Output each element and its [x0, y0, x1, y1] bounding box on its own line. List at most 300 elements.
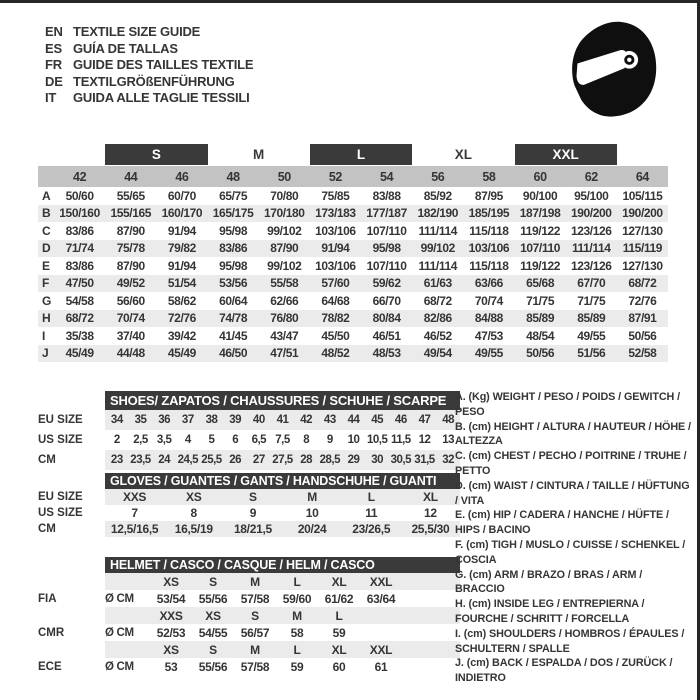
helmet-size-strip	[105, 607, 460, 624]
value-cell: 4	[184, 434, 191, 446]
gloves-rows	[38, 489, 460, 537]
size-value: 170/180	[263, 206, 305, 221]
size-value: 39/42	[167, 328, 196, 343]
value-cell: 43	[318, 410, 342, 430]
language-row	[45, 74, 253, 91]
size-value: 57/60	[321, 276, 350, 291]
size-value: 49/55	[474, 346, 503, 361]
value-cell: 9	[249, 506, 257, 520]
size-value: 190/200	[622, 206, 663, 221]
helmet-size-label: XS	[163, 574, 179, 589]
standard-label: CMR	[38, 626, 65, 639]
row-letter: E	[42, 258, 51, 273]
size-value: 62/66	[270, 293, 299, 308]
helmet-row-spacer	[38, 607, 105, 624]
helmet-size-label: XS	[205, 608, 221, 623]
language-code: IT	[45, 90, 57, 105]
size-value: 76/80	[270, 311, 299, 326]
size-column-header: 58	[482, 169, 496, 184]
value-cell: 27	[247, 450, 271, 470]
value-cell: S	[223, 489, 282, 505]
value-cell: 35	[129, 410, 153, 430]
size-value: 56/60	[116, 293, 145, 308]
helmet-value-strip	[105, 658, 460, 675]
row-letter: J	[42, 346, 49, 361]
size-value: 115/118	[469, 223, 509, 238]
helmet-value: 54/55	[198, 625, 228, 640]
row-letter: G	[42, 293, 52, 308]
row-label: US SIZE	[38, 507, 83, 519]
helmet-value: 61	[374, 659, 388, 674]
value-cell: 8	[303, 434, 310, 446]
helmet-value: 52/53	[156, 625, 186, 640]
size-value: 49/52	[116, 276, 145, 291]
size-value: 160/170	[161, 206, 203, 221]
diameter-unit: Ø CM	[105, 660, 134, 673]
helmet-size-row	[38, 607, 460, 624]
size-value: 70/74	[116, 311, 145, 326]
size-value: 67/70	[577, 276, 606, 291]
size-value: 190/200	[570, 206, 612, 221]
size-value: 74/78	[219, 311, 248, 326]
row-label: EU SIZE	[38, 491, 83, 503]
value-cell: 29	[342, 450, 366, 470]
language-code: DE	[45, 73, 63, 89]
size-value: 99/102	[267, 258, 302, 273]
gloves-row	[38, 489, 460, 505]
size-column-header: 56	[431, 169, 445, 184]
size-value: 95/98	[219, 223, 248, 238]
size-column-header: 64	[635, 169, 649, 184]
helmet-size-strip	[105, 641, 460, 658]
value-cell: 8	[190, 506, 197, 520]
size-value: 87/91	[628, 311, 657, 326]
value-cell: 5	[208, 434, 215, 446]
helmet-section	[38, 557, 460, 675]
helmet-value-strip	[105, 624, 460, 641]
legend-item: H. (cm) INSIDE LEG / ENTREPIERNA / FOURCHE / SCHRITT / FORCELLA	[455, 598, 645, 625]
row-letter: A	[42, 188, 51, 203]
shoes-rows	[38, 410, 460, 470]
textile-row-j	[38, 345, 668, 363]
size-value: 51/54	[167, 276, 196, 291]
helmet-value: 59/60	[282, 591, 312, 606]
size-value: 185/195	[468, 206, 510, 221]
size-value: 64/68	[321, 293, 350, 308]
helmet-size-label: L	[293, 574, 301, 589]
value-cell: 37	[176, 410, 200, 430]
helmet-value-strip	[105, 590, 460, 607]
legend-item: G. (cm) ARM / BRAZO / BRAS / ARM / BRACCIO	[455, 568, 643, 596]
size-value: 71/75	[577, 293, 606, 308]
size-value: 127/130	[622, 258, 663, 273]
helmet-row-spacer	[38, 641, 105, 658]
value-cell: 31,5	[413, 450, 437, 470]
size-value: 107/110	[520, 241, 561, 256]
size-value: 54/58	[65, 293, 94, 308]
size-value: 45/49	[167, 346, 196, 361]
size-value: 68/72	[423, 293, 452, 308]
size-value: 83/88	[372, 188, 401, 203]
size-value: 70/80	[270, 188, 299, 203]
helmet-row-spacer	[38, 573, 105, 590]
diameter-unit: Ø CM	[105, 592, 134, 605]
helmet-size-label: S	[251, 608, 259, 623]
size-value: 66/70	[372, 293, 401, 308]
size-value: 79/82	[167, 241, 196, 256]
size-value: 47/53	[474, 328, 503, 343]
gloves-section-header: GLOVES / GUANTES / GANTS / HANDSCHUHE / GUANTI	[105, 473, 460, 489]
value-cell: 30	[365, 450, 389, 470]
size-value: 111/114	[418, 223, 458, 238]
size-value: 150/160	[59, 206, 100, 221]
legend-list	[455, 390, 693, 686]
size-value: 85/92	[423, 188, 452, 203]
value-cell: 10	[347, 434, 360, 446]
size-value: 105/115	[622, 188, 663, 203]
language-row	[45, 24, 253, 41]
value-cell: 6,5	[251, 434, 267, 446]
value-cell: 16,5/19	[164, 521, 223, 537]
size-value: 85/89	[526, 311, 555, 326]
size-value: 72/76	[628, 293, 657, 308]
shoes-row	[38, 410, 460, 430]
size-value: 48/52	[321, 346, 350, 361]
legend-item: J. (cm) BACK / ESPALDA / DOS / ZURÜCK / INDIETRO	[455, 657, 673, 685]
value-cell: 45	[365, 410, 389, 430]
size-value: 51/56	[577, 346, 606, 361]
size-group-xxl: XXL	[515, 144, 617, 165]
size-value: 49/54	[423, 346, 452, 361]
textile-number-row	[38, 166, 668, 187]
language-row	[45, 57, 253, 74]
helmet-value: 59	[332, 625, 346, 640]
size-value: 68/72	[628, 276, 657, 291]
value-cell: 28	[294, 450, 318, 470]
legend-item: E. (cm) HIP / CADERA / HANCHE / HÜFTE / HIPS / BACINO	[455, 509, 669, 537]
value-cell: 6	[232, 434, 239, 446]
size-value: 80/84	[372, 311, 401, 326]
gloves-row	[38, 505, 460, 521]
textile-group-row	[38, 144, 668, 165]
value-cell: 28,5	[318, 450, 342, 470]
size-value: 43/47	[270, 328, 299, 343]
value-cell: 32	[436, 450, 460, 470]
row-label: US SIZE	[38, 434, 83, 446]
size-value: 45/50	[321, 328, 350, 343]
size-value: 187/198	[519, 206, 561, 221]
size-column-header: 44	[124, 169, 138, 184]
size-value: 46/50	[219, 346, 248, 361]
value-cell: 30,5	[389, 450, 413, 470]
size-value: 87/95	[474, 188, 503, 203]
legend-item: I. (cm) SHOULDERS / HOMBROS / ÉPAULES / SCHULTERN / SPALLE	[455, 627, 685, 655]
value-cell: 7,5	[275, 434, 290, 446]
textile-row-h	[38, 310, 668, 328]
value-cell: 26	[223, 450, 247, 470]
shoes-row	[38, 450, 460, 470]
size-value: 87/90	[116, 223, 145, 238]
size-value: 37/40	[116, 328, 145, 343]
helmet-value: 57/58	[240, 591, 270, 606]
value-cell: XXS	[105, 489, 164, 505]
shoes-section-header: SHOES/ ZAPATOS / CHAUSSURES / SCHUHE / SCARPE	[105, 391, 460, 410]
helmet-size-label: XL	[331, 642, 347, 657]
number-row-spacer	[38, 166, 54, 187]
size-value: 83/86	[65, 223, 94, 238]
value-cell: 12,5/16,5	[105, 521, 164, 537]
helmet-size-label: M	[250, 642, 260, 657]
size-value: 111/114	[418, 258, 458, 273]
size-value: 90/100	[522, 188, 558, 203]
size-value: 78/82	[321, 311, 350, 326]
size-value: 47/50	[65, 276, 94, 291]
helmet-value-row	[38, 624, 460, 641]
size-value: 50/60	[65, 188, 94, 203]
size-value: 127/130	[622, 223, 663, 238]
row-letter: I	[42, 328, 46, 343]
textile-row-b	[38, 205, 668, 223]
size-value: 52/58	[628, 346, 657, 361]
size-value: 50/56	[526, 346, 555, 361]
language-label: GUIDA ALLE TAGLIE TESSILI	[73, 90, 250, 105]
size-value: 91/94	[167, 223, 196, 238]
size-value: 71/74	[65, 241, 94, 256]
textile-row-d	[38, 240, 668, 258]
helmet-size-label: M	[292, 608, 302, 623]
size-value: 46/52	[423, 328, 452, 343]
value-cell: 27,5	[271, 450, 295, 470]
size-value: 103/106	[468, 241, 510, 256]
size-value: 45/49	[65, 346, 94, 361]
helmet-size-label: L	[335, 608, 343, 623]
gloves-section	[38, 473, 460, 537]
helmet-value: 56/57	[240, 625, 270, 640]
helmet-rows	[38, 573, 460, 675]
size-value: 41/45	[219, 328, 248, 343]
value-cell: L	[342, 489, 401, 505]
textile-body	[38, 187, 668, 362]
value-cell: 39	[223, 410, 247, 430]
size-value: 60/64	[219, 293, 248, 308]
value-cell: 9	[326, 434, 333, 446]
value-cell: 23/26,5	[342, 521, 401, 537]
language-row	[45, 90, 253, 107]
size-value: 91/94	[321, 241, 350, 256]
size-value: 82/86	[423, 311, 452, 326]
size-value: 63/66	[474, 276, 503, 291]
size-value: 177/187	[366, 206, 407, 221]
value-cell: 2	[113, 434, 120, 446]
helmet-value-row	[38, 590, 460, 607]
size-value: 46/51	[372, 328, 401, 343]
size-value: 87/90	[116, 258, 145, 273]
textile-row-a	[38, 187, 668, 205]
size-value: 44/48	[116, 346, 145, 361]
helmet-value: 53	[164, 659, 178, 674]
value-cell: 23,5	[129, 450, 153, 470]
value-cell: 47	[413, 410, 437, 430]
size-value: 49/55	[577, 328, 606, 343]
helmet-value: 60	[332, 659, 346, 674]
size-value: 65/75	[219, 188, 248, 203]
size-value: 155/165	[110, 206, 152, 221]
size-column-header: 42	[73, 169, 87, 184]
legend-item: C. (cm) CHEST / PECHO / POITRINE / TRUHE / PETTO	[455, 450, 687, 477]
value-cell: 42	[294, 410, 318, 430]
helmet-value: 61/62	[324, 591, 354, 606]
value-cell: 40	[247, 410, 271, 430]
size-column-header: 54	[380, 169, 394, 184]
size-value: 173/183	[315, 206, 356, 221]
size-value: 48/54	[526, 328, 555, 343]
helmet-size-strip	[105, 573, 460, 590]
size-value: 107/110	[366, 258, 407, 273]
top-border	[0, 0, 700, 3]
value-cell: 44	[342, 410, 366, 430]
language-label: GUÍA DE TALLAS	[73, 40, 178, 56]
value-cell: 38	[200, 410, 224, 430]
language-code: FR	[45, 57, 62, 72]
shoes-row	[38, 430, 460, 450]
legend-item: D. (cm) WAIST / CINTURA / TAILLE / HÜFTUNG / VITA	[455, 479, 690, 507]
legend-item: A. (Kg) WEIGHT / PESO / POIDS / GEWITCH / PESO	[455, 391, 681, 418]
diameter-unit: Ø CM	[105, 626, 134, 639]
textile-row-g	[38, 292, 668, 310]
size-value: 68/72	[65, 311, 94, 326]
helmet-size-label: XL	[331, 574, 347, 589]
standard-label: ECE	[38, 660, 62, 673]
helmet-value: 57/58	[240, 659, 270, 674]
value-cell: 24	[152, 450, 176, 470]
textile-row-e	[38, 257, 668, 275]
value-cell: 46	[389, 410, 413, 430]
textile-row-f	[38, 275, 668, 293]
value-cell: 23	[105, 450, 129, 470]
size-value: 59/62	[372, 276, 401, 291]
language-code: EN	[45, 24, 63, 39]
size-column-header: 50	[277, 169, 291, 184]
legend-item: B. (cm) HEIGHT / ALTURA / HAUTEUR / HÖHE / ALTEZZA	[455, 420, 691, 448]
size-group-l: L	[310, 144, 412, 165]
size-value: 75/85	[321, 188, 350, 203]
value-cell: XS	[164, 489, 223, 505]
row-letter: H	[42, 311, 51, 326]
size-value: 111/114	[571, 241, 611, 256]
row-label: EU SIZE	[38, 414, 83, 426]
unit-spacer	[105, 607, 150, 624]
value-cell: 2,5	[133, 434, 148, 446]
language-label: TEXTILGRÖßENFÜHRUNG	[73, 73, 235, 89]
value-cell: 3,5	[156, 434, 172, 446]
size-value: 119/122	[520, 258, 561, 273]
size-value: 71/75	[526, 293, 555, 308]
size-value: 95/98	[372, 241, 401, 256]
size-value: 119/122	[520, 223, 561, 238]
size-value: 123/126	[570, 258, 612, 273]
gloves-row	[38, 521, 460, 537]
value-cell: 25,5/30	[401, 521, 460, 537]
language-label: GUIDE DES TAILLES TEXTILE	[73, 57, 254, 72]
size-value: 165/175	[212, 206, 254, 221]
language-row	[45, 41, 253, 58]
value-cell: 12	[424, 506, 437, 520]
value-cell: 41	[271, 410, 295, 430]
textile-row-c	[38, 222, 668, 240]
helmet-size-row	[38, 641, 460, 658]
size-value: 95/98	[219, 258, 248, 273]
value-cell: 25,5	[200, 450, 224, 470]
textile-row-i	[38, 327, 668, 345]
row-label: CM	[38, 523, 56, 535]
helmet-size-label: S	[209, 574, 217, 589]
size-value: 115/119	[622, 241, 663, 256]
helmet-value: 59	[290, 659, 304, 674]
value-cell: 11	[365, 506, 378, 520]
value-cell: 48	[436, 410, 460, 430]
value-cell: 10,5	[366, 434, 388, 446]
helmet-value: 53/54	[156, 591, 186, 606]
helmet-size-label: XS	[163, 642, 179, 657]
size-value: 83/86	[65, 258, 94, 273]
size-value: 123/126	[570, 223, 612, 238]
size-column-header: 62	[584, 169, 598, 184]
size-value: 91/94	[167, 258, 196, 273]
size-value: 53/56	[219, 276, 248, 291]
row-letter: C	[42, 223, 51, 238]
language-code: ES	[45, 40, 62, 56]
row-letter: F	[42, 276, 50, 291]
size-column-header: 46	[175, 169, 189, 184]
value-cell: M	[283, 489, 342, 505]
size-value: 72/76	[167, 311, 196, 326]
value-cell: 34	[105, 410, 129, 430]
size-group-m: M	[253, 147, 265, 162]
size-value: 60/70	[167, 188, 196, 203]
language-list	[45, 24, 253, 107]
helmet-size-label: M	[250, 574, 260, 589]
size-value: 99/102	[267, 223, 302, 238]
size-value: 85/89	[577, 311, 606, 326]
shoes-section	[38, 391, 460, 470]
value-cell: 11,5	[390, 434, 411, 446]
size-value: 75/78	[116, 241, 145, 256]
racing-helmet-icon	[567, 20, 662, 120]
size-value: 95/100	[574, 188, 609, 203]
size-column-header: 52	[328, 169, 342, 184]
value-cell: 10	[305, 506, 319, 520]
size-value: 99/102	[420, 241, 455, 256]
size-value: 61/63	[423, 276, 452, 291]
size-group-s: S	[105, 144, 207, 165]
textile-size-table	[38, 144, 668, 362]
helmet-value: 55/56	[198, 659, 228, 674]
size-value: 65/68	[526, 276, 555, 291]
size-value: 58/62	[167, 293, 196, 308]
size-value: 103/106	[315, 223, 356, 238]
helmet-value: 55/56	[198, 591, 228, 606]
helmet-size-label: XXL	[369, 642, 393, 657]
row-letter: B	[42, 206, 51, 221]
size-value: 50/56	[628, 328, 657, 343]
value-cell: 7	[131, 506, 138, 520]
size-column-header: 48	[226, 169, 240, 184]
value-cell: 13	[442, 434, 455, 446]
size-value: 115/118	[469, 258, 509, 273]
size-value: 107/110	[366, 223, 407, 238]
size-value: 84/88	[474, 311, 503, 326]
helmet-size-label: S	[209, 642, 217, 657]
